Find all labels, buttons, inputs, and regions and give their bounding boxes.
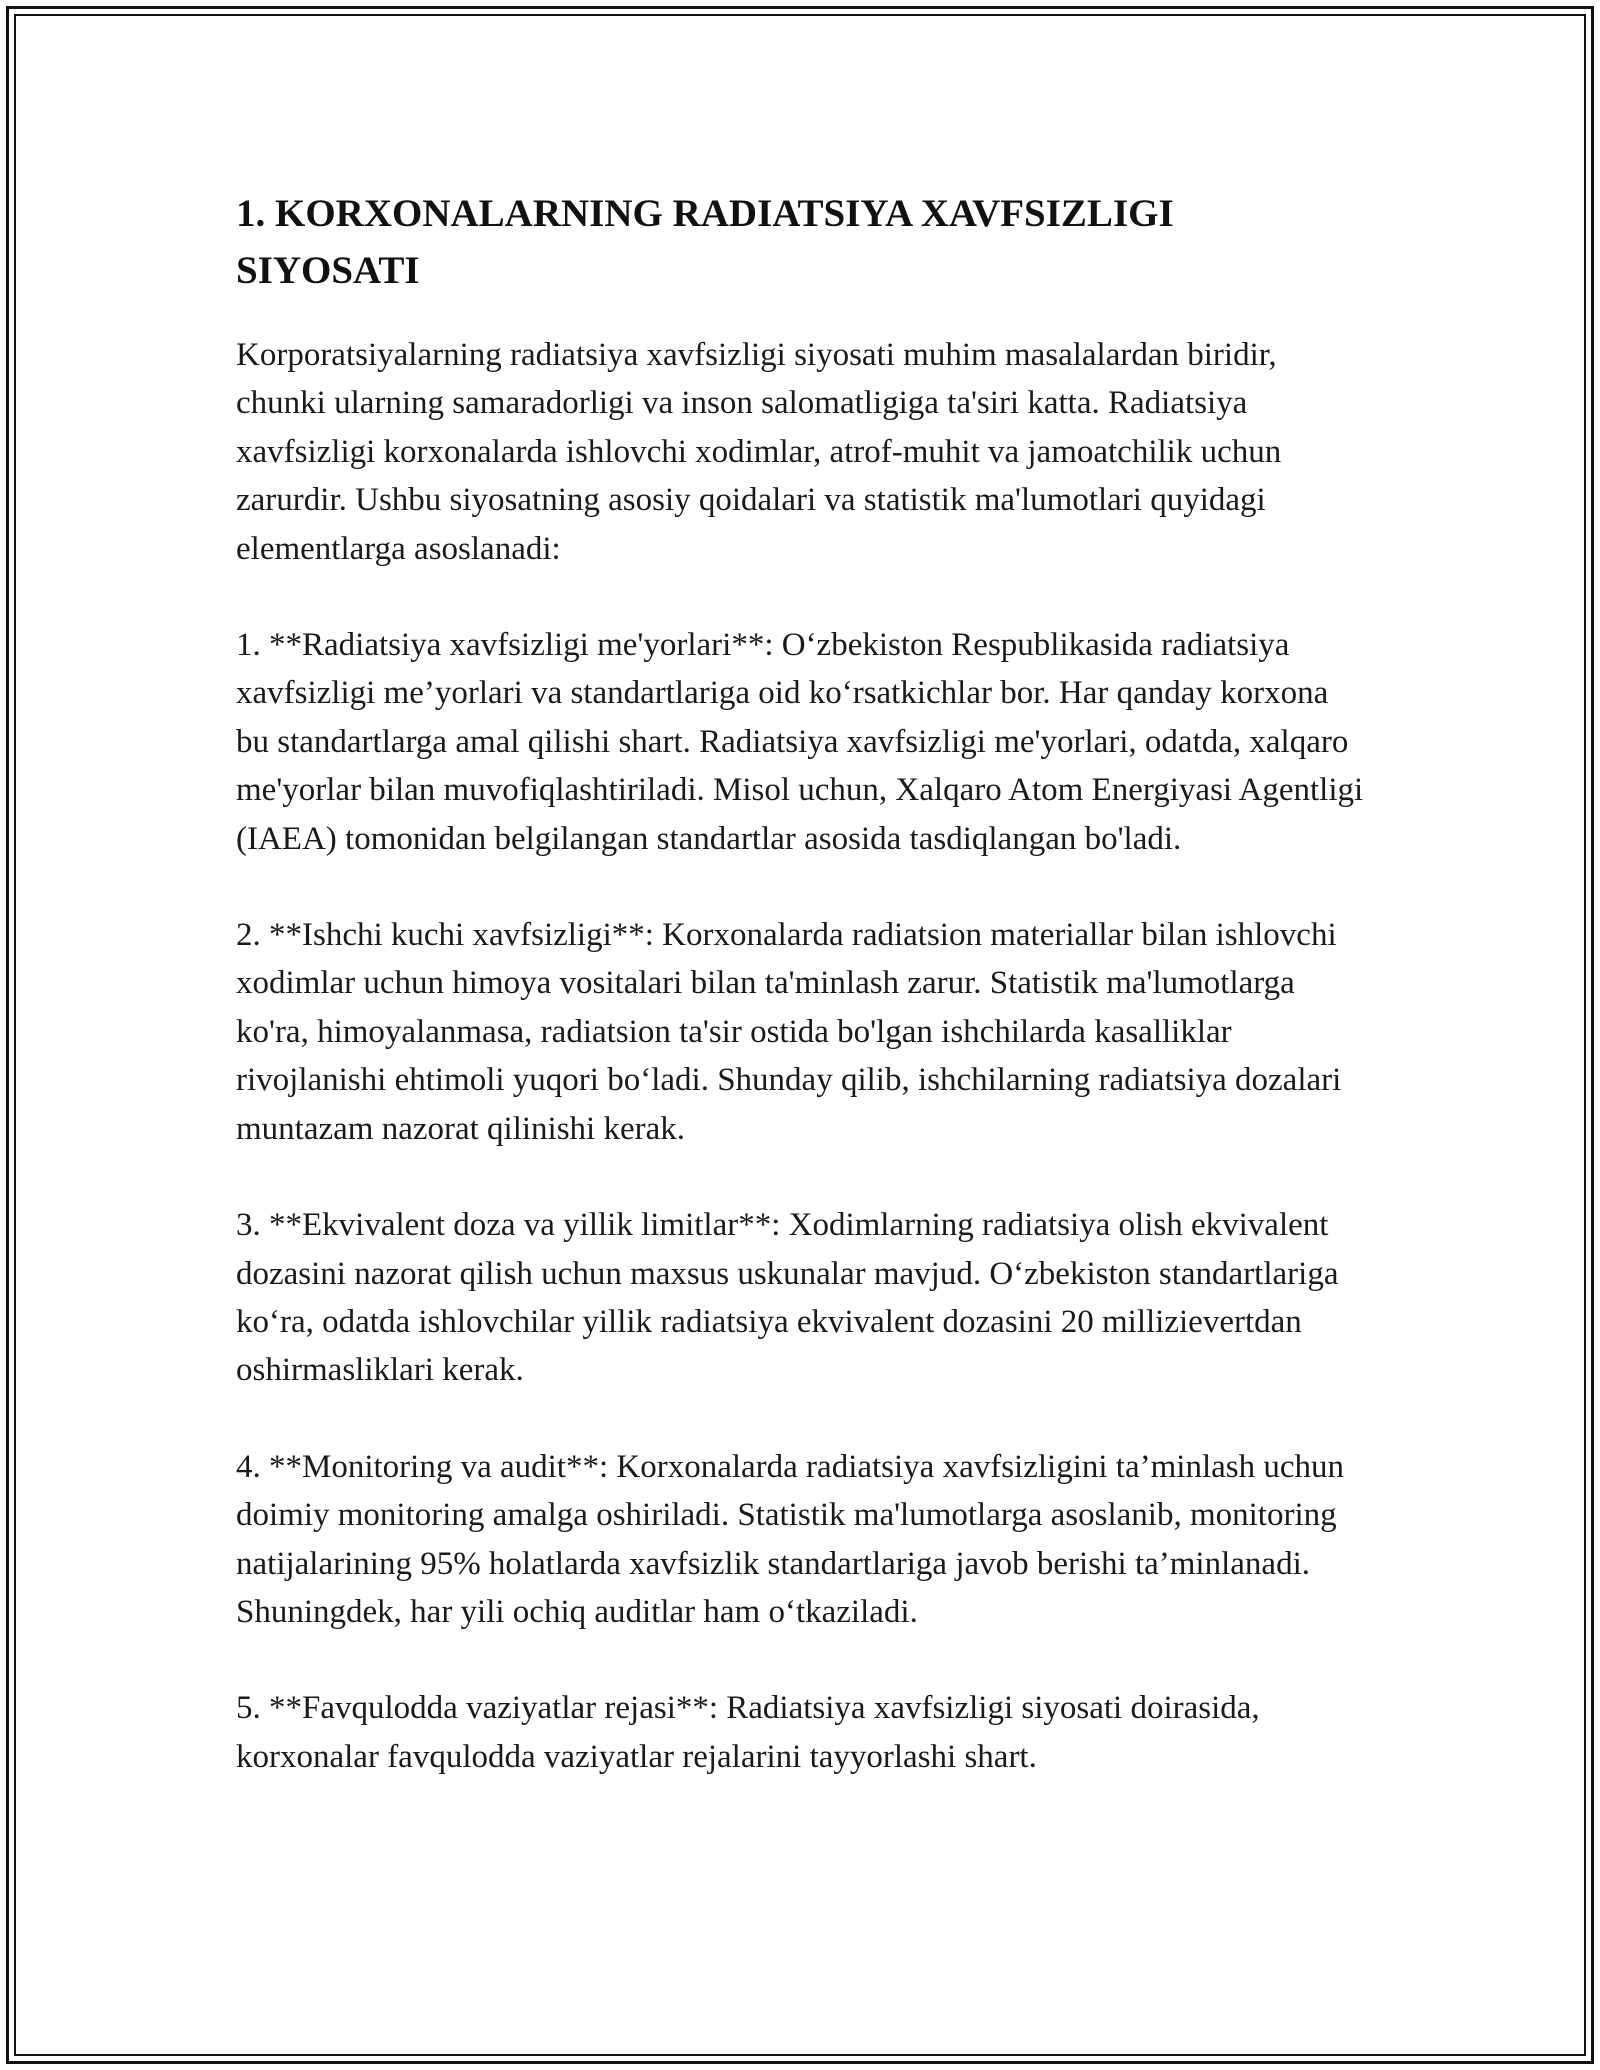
list-item-3-paragraph: 3. **Ekvivalent doza va yillik limitlar**: Xodimlarning radiatsiya olish ekvivalent dozasini nazorat qilish uchun maxsus uskunalar mavjud. O‘zbekiston standartlariga ko‘ra, odatda ishlovchilar yillik radiatsiya ekvivalent dozasini 20 millizievertdan oshirmasliklari kerak.: [236, 1207, 1339, 1389]
list-item-2-paragraph: 2. **Ishchi kuchi xavfsizligi**: Korxonalarda radiatsion materiallar bilan ishlovchi xodimlar uchun himoya vositalari bilan ta'minlash zarur. Statistik ma'lumotlarga ko'ra, himoyalanmasa, radiatsion ta'sir ostida bo'lgan ishchilarda kasalliklar rivojlanishi ehtimoli yuqori bo‘ladi. Shunday qilib, ishchilarning radiatsiya dozalari muntazam nazorat qilinishi kerak.: [236, 917, 1342, 1147]
list-item-4-paragraph: 4. **Monitoring va audit**: Korxonalarda radiatsiya xavfsizligini ta’minlash uchun doimiy monitoring amalga oshiriladi. Statistik ma'lumotlarga asoslanib, monitoring natijalarining 95% holatlarda xavfsizlik standartlariga javob berishi ta’minlanadi. Shuningdek, har yili ochiq auditlar ham o‘tkaziladi.: [236, 1448, 1344, 1630]
section-title: 1. KORXONALARNING RADIATSIYA XAVFSIZLIGI SIYOSATI: [236, 192, 1174, 292]
list-item-5-paragraph: 5. **Favqulodda vaziyatlar rejasi**: Radiatsiya xavfsizligi siyosati doirasida, korxonalar favqulodda vaziyatlar rejalarini tayyorlashi shart.: [236, 1690, 1260, 1775]
intro-paragraph: Korporatsiyalarning radiatsiya xavfsizligi siyosati muhim masalalardan biridir, chunki ularning samaradorligi va inson salomatligiga ta'siri katta. Radiatsiya xavfsizligi korxonalarda ishlovchi xodimlar, atrof-muhit va jamoatchilik uchun zarurdir. Ushbu siyosatning asosiy qoidalari va statistik ma'lumotlari quyidagi elementlarga asoslanadi:: [236, 337, 1282, 567]
list-item-1-paragraph: 1. **Radiatsiya xavfsizligi me'yorlari**: O‘zbekiston Respublikasida radiatsiya xavfsizligi me’yorlari va standartlariga oid ko‘rsatkichlar bor. Har qanday korxona bu standartlarga amal qilishi shart. Radiatsiya xavfsizligi me'yorlari, odatda, xalqaro me'yorlar bilan muvofiqlashtiriladi. Misol uchun, Xalqaro Atom Energiyasi Agentligi (IAEA) tomonidan belgilangan standartlar asosida tasdiqlangan bo'ladi.: [236, 627, 1364, 857]
document-page: [236, 185, 1366, 1829]
